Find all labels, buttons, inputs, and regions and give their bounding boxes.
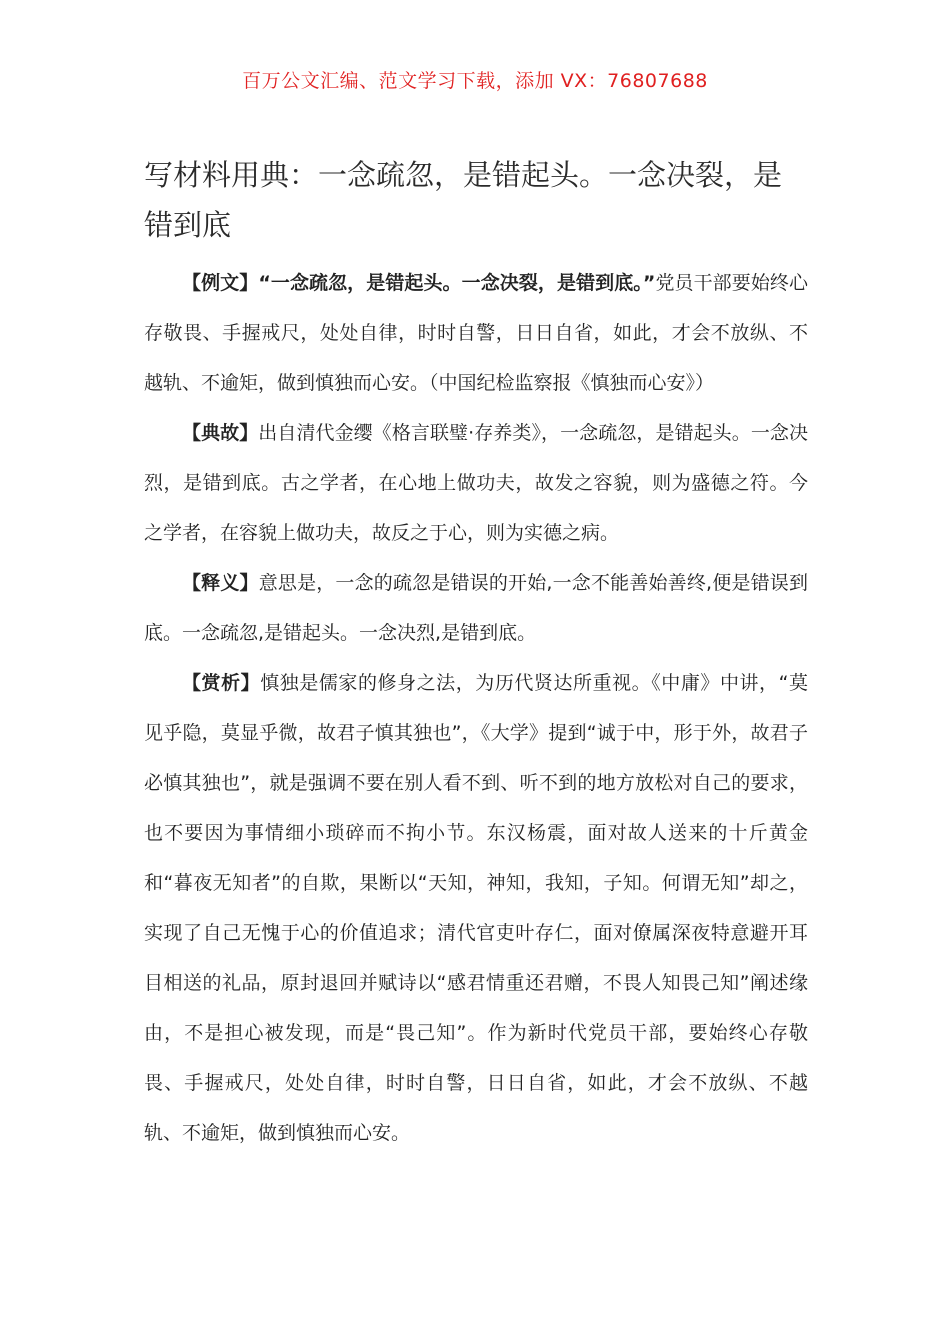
article-body	[144, 258, 808, 1158]
analysis-label: 【赏析】	[182, 672, 261, 694]
allusion-label: 【典故】	[182, 422, 259, 444]
example-text: 党员干部要始终心存敬畏、手握戒尺，处处自律，时时自警，日日自省，如此，才会不放纵、不越轨、不逾矩，做到慎独而心安。（中国纪检监察报《慎独而心安》）	[144, 272, 808, 394]
meaning-paragraph	[144, 558, 808, 658]
allusion-paragraph	[144, 408, 808, 558]
meaning-text: 意思是，一念的疏忽是错误的开始,一念不能善始善终,便是错误到底。一念疏忽,是错起头。一念决烈,是错到底。	[144, 572, 808, 644]
watermark-header: 百万公文汇编、范文学习下载，添加 VX：76807688	[242, 70, 708, 92]
analysis-text: 慎独是儒家的修身之法，为历代贤达所重视。《中庸》中讲，“莫见乎隐，莫显乎微，故君子慎其独也”，《大学》提到“诚于中，形于外，故君子必慎其独也”，就是强调不要在别人看不到、听不到的地方放松对自己的要求，也不要因为事情细小琐碎而不拘小节。东汉杨震，面对故人送来的十斤黄金和“暮夜无知者”的自欺，果断以“天知，神知，我知，子知。何谓无知”却之，实现了自己无愧于心的价值追求；清代官吏叶存仁，面对僚属深夜特意避开耳目相送的礼品，原封退回并赋诗以“感君情重还君赠，不畏人知畏己知”阐述缘由，不是担心被发现，而是“畏己知”。作为新时代党员干部，要始终心存敬畏、手握戒尺，处处自律，时时自警，日日自省，如此，才会不放纵、不越轨、不逾矩，做到慎独而心安。	[144, 672, 808, 1144]
example-quote: “一念疏忽，是错起头。一念决裂，是错到底。”	[258, 272, 656, 294]
meaning-label: 【释义】	[182, 572, 259, 594]
page-title: 写材料用典：一念疏忽，是错起头。一念决裂，是错到底	[144, 158, 783, 242]
analysis-paragraph	[144, 658, 808, 1158]
allusion-text: 出自清代金缨《格言联璧·存养类》，一念疏忽，是错起头。一念决烈，是错到底。古之学者，在心地上做功夫，故发之容貌，则为盛德之符。今之学者，在容貌上做功夫，故反之于心，则为实德之病。	[144, 422, 808, 544]
example-paragraph	[144, 258, 808, 408]
example-label: 【例文】	[182, 272, 259, 294]
